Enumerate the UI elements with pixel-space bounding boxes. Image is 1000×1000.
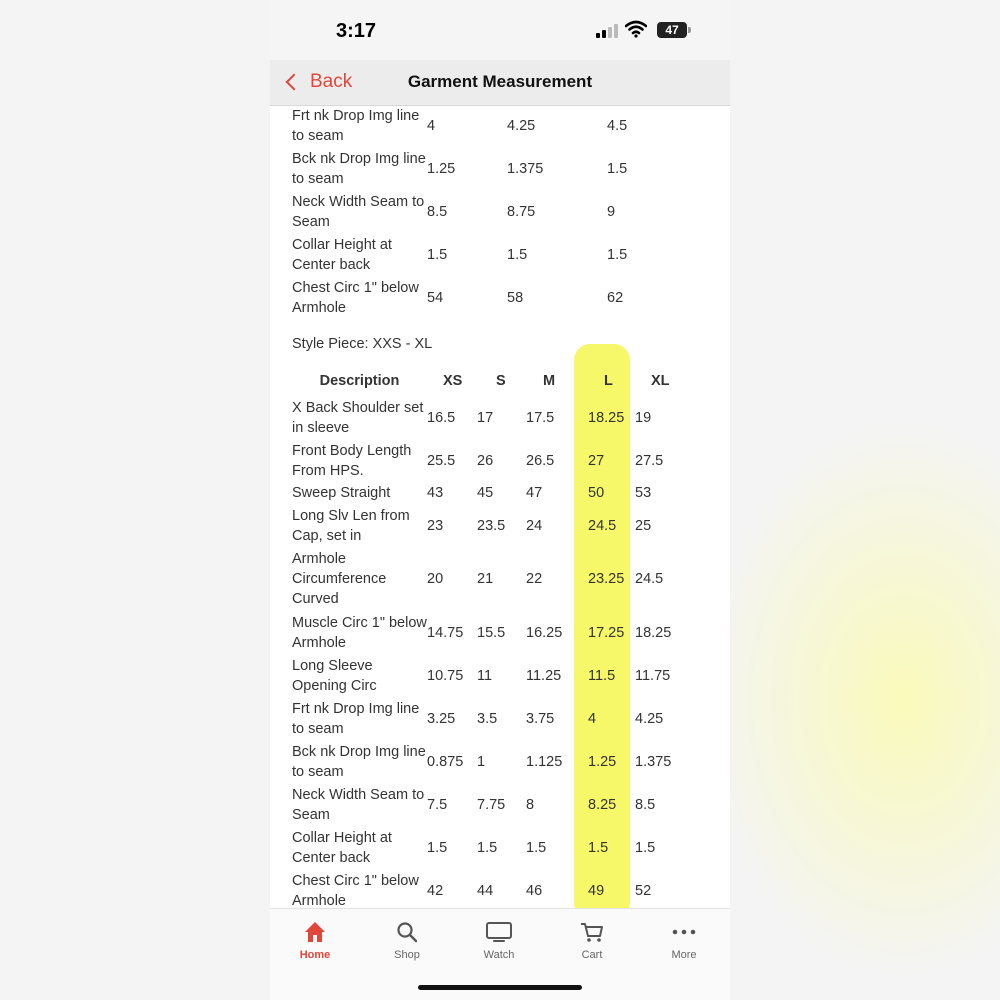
cell-value: 27 [588,452,605,469]
cell-value: 16.5 [427,409,456,426]
signal-icon [596,24,618,38]
row-label: Armhole Circumference Curved [292,551,387,607]
cell-value: 24 [526,517,543,534]
back-label: Back [310,71,353,92]
table-row [292,190,702,233]
content-scroll-area[interactable] [270,106,730,908]
cell-value: 27.5 [635,452,664,469]
search-icon [395,920,419,944]
cell-value: 24.5 [635,571,664,587]
row-label: Long Sleeve Opening Circ [292,657,377,694]
cell-value: 7.75 [477,796,506,813]
cell-value: 21 [477,571,494,587]
cell-value: 44 [477,882,494,899]
cell-value: 9 [607,203,616,220]
cell-value: 1.375 [635,753,672,770]
row-label: Collar Height at Center back [292,829,392,866]
tab-shop[interactable] [367,917,447,961]
row-label: X Back Shoulder set in sleeve [292,399,424,436]
row-label: Bck nk Drop Img line to seam [292,150,426,187]
row-label: Front Body Length From HPS. [292,442,412,479]
style-piece-label: Style Piece: XXS - XL [292,336,433,352]
table-row [292,276,702,319]
status-time: 3:17 [336,20,377,42]
cell-value: 58 [507,289,524,306]
cell-value: 24.5 [588,517,617,534]
tab-watch[interactable] [459,917,539,961]
column-header-l: L [604,373,613,389]
cell-value: 17.25 [588,624,625,641]
cart-icon [579,920,605,944]
battery-icon: 47 [657,22,687,38]
cell-value: 11.75 [635,667,671,684]
cell-value: 4.25 [635,710,664,727]
table-row [292,396,702,439]
cell-value: 46 [526,882,543,899]
status-bar [270,0,730,60]
cell-value: 19 [635,409,652,426]
page-title: Garment Measurement [407,72,593,91]
cell-value: 18.25 [588,409,625,426]
cell-value: 1.125 [526,753,563,770]
cell-value: 1.5 [477,839,498,856]
cell-value: 50 [588,485,605,501]
column-header-s: S [496,373,506,389]
size-measurement-table [292,366,702,908]
cell-value: 8.75 [507,203,536,220]
tab-label: More [671,949,697,961]
column-header-description: Description [319,373,400,389]
cell-value: 17.5 [526,409,555,426]
cell-value: 20 [427,571,444,587]
cell-value: 4.25 [507,117,536,134]
cell-value: 1.5 [635,839,656,856]
cell-value: 7.5 [427,796,448,813]
row-label: Long Slv Len from Cap, set in [292,507,410,544]
cell-value: 4.5 [607,117,628,134]
table-header-row [292,366,702,396]
cell-value: 8.5 [635,796,656,813]
row-label: Muscle Circ 1" below Armhole [292,614,427,651]
cell-value: 17 [477,409,494,426]
table-row [292,654,702,697]
cell-value: 8 [526,796,535,813]
cell-value: 25 [635,517,652,534]
cell-value: 4 [588,710,597,727]
table-row [292,233,702,276]
cell-value: 49 [588,882,605,899]
more-icon [671,927,697,937]
cell-value: 3.75 [526,710,555,727]
cell-value: 11.5 [588,667,616,684]
home-icon [302,919,328,945]
cell-value: 26.5 [526,452,555,469]
row-label: Bck nk Drop Img line to seam [292,743,426,780]
cell-value: 15.5 [477,624,506,641]
table-row [292,869,702,908]
cell-value: 1.25 [427,160,456,177]
cell-value: 8.25 [588,796,617,813]
cell-value: 3.5 [477,710,498,727]
home-indicator [418,985,582,990]
table-row [292,783,702,826]
tab-more[interactable] [644,917,724,961]
cell-value: 1.25 [588,753,617,770]
cell-value: 26 [477,452,494,469]
tab-label: Shop [394,949,420,961]
cell-value: 1.5 [588,839,609,856]
row-label: Frt nk Drop Img line to seam [292,107,420,144]
cell-value: 14.75 [427,624,464,641]
cell-value: 23.5 [477,517,506,534]
row-label: Chest Circ 1" below Armhole [292,872,419,908]
cell-value: 45 [477,485,494,501]
row-label: Neck Width Seam to Seam [292,193,425,230]
row-label: Collar Height at Center back [292,236,392,273]
tab-label: Home [299,949,331,961]
tab-label: Watch [483,949,515,961]
row-label: Neck Width Seam to Seam [292,786,425,823]
cell-value: 43 [427,485,444,501]
column-header-m: M [543,373,556,389]
cell-value: 53 [635,485,652,501]
cell-value: 8.5 [427,203,448,220]
tv-icon [485,920,513,944]
cell-value: 1.5 [526,839,547,856]
cell-value: 1.375 [507,160,544,177]
tab-home[interactable] [275,917,355,961]
cell-value: 11.25 [526,667,562,684]
cell-value: 0.875 [427,753,464,770]
cell-value: 42 [427,882,444,899]
cell-value: 18.25 [635,624,672,641]
table-row [292,482,702,504]
table-row [292,740,702,783]
cell-value: 54 [427,289,444,306]
cell-value: 22 [526,571,543,587]
cell-value: 1.5 [607,160,628,177]
cell-value: 1.5 [427,246,448,263]
column-header-xl: XL [651,373,670,389]
cell-value: 4 [427,117,436,134]
wifi-icon [625,20,647,38]
cell-value: 23.25 [588,571,625,587]
cell-value: 1.5 [507,246,528,263]
row-label: Chest Circ 1" below Armhole [292,279,419,316]
table-row [292,826,702,869]
cell-value: 25.5 [427,452,456,469]
cell-value: 11 [477,667,493,684]
table-row [292,611,702,654]
table-row [292,439,702,482]
cell-value: 1.5 [427,839,448,856]
table-row [292,147,702,190]
nav-header [270,60,730,106]
row-label: Sweep Straight [292,485,391,501]
cell-value: 1.5 [607,246,628,263]
table-row [292,504,702,547]
row-label: Frt nk Drop Img line to seam [292,700,420,737]
tab-cart[interactable] [552,917,632,961]
phone-screen [270,0,730,1000]
tab-label: Cart [581,949,603,961]
cell-value: 47 [526,485,543,501]
top-measurement-table [292,106,702,319]
column-header-xs: XS [443,373,463,389]
backdrop-glow [700,420,1000,980]
cell-value: 10.75 [427,667,464,684]
cell-value: 52 [635,882,652,899]
cell-value: 23 [427,517,444,534]
cell-value: 16.25 [526,624,563,641]
cell-value: 62 [607,289,624,306]
table-row [292,697,702,740]
table-row [292,547,702,611]
cell-value: 1 [477,753,486,770]
cell-value: 3.25 [427,710,456,727]
table-row [292,106,702,147]
